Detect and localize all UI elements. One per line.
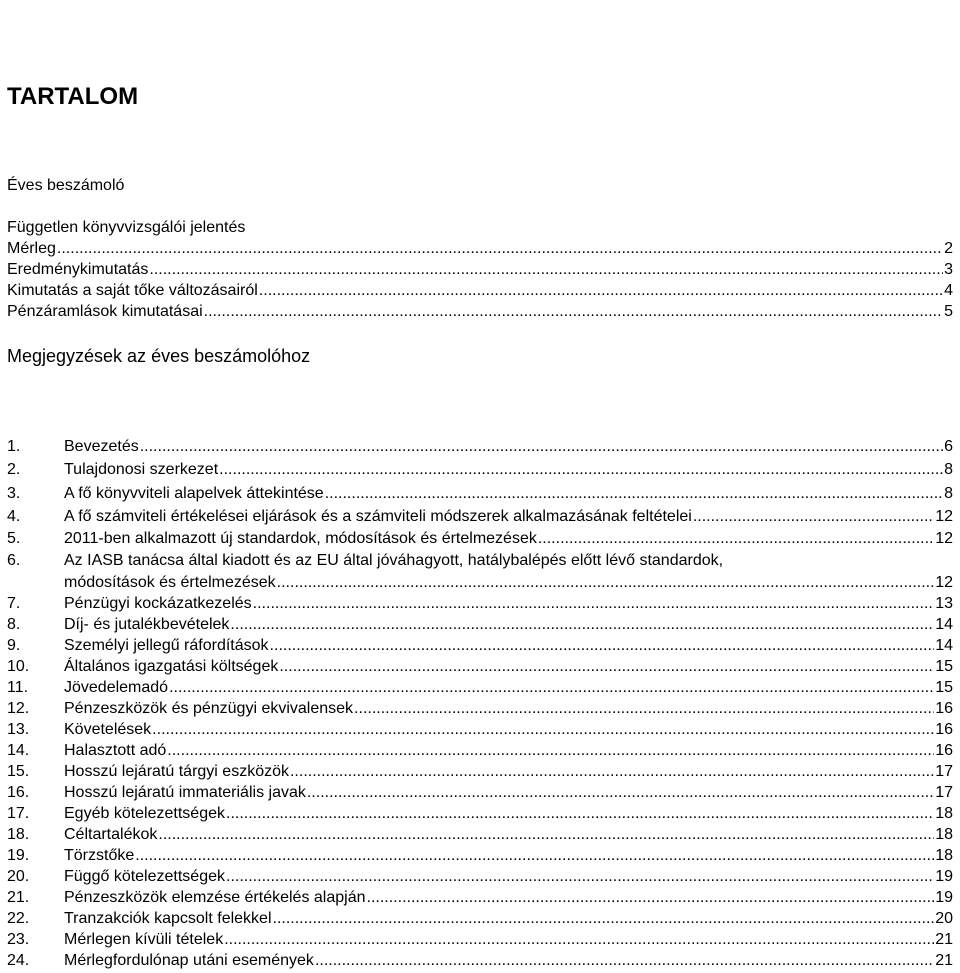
- toc-entry-note: [7, 888, 953, 908]
- toc-page-number: 17: [935, 763, 953, 780]
- toc-entry-label: Eredménykimutatás: [7, 261, 149, 278]
- dot-leader: [152, 720, 934, 740]
- note-number: 22.: [7, 910, 30, 927]
- note-number: 4.: [7, 508, 21, 525]
- note-number: 3.: [7, 485, 21, 502]
- toc-entry-statement: [7, 302, 953, 322]
- dot-leader: [290, 762, 934, 782]
- toc-entry-label: A fő könyvviteli alapelvek áttekintése: [64, 485, 324, 502]
- toc-page-number: 12: [935, 574, 953, 591]
- note-number: 2.: [7, 461, 21, 478]
- note-number: 14.: [7, 742, 30, 759]
- toc-page-number: 5: [944, 303, 953, 320]
- toc-entry-label: 2011-ben alkalmazott új standardok, módosítások és értelmezések: [64, 530, 537, 547]
- dot-leader: [226, 804, 934, 824]
- page-title: TARTALOM: [7, 83, 139, 110]
- toc-entry-note: [7, 529, 953, 549]
- toc-entry-note: [7, 867, 953, 887]
- note-number: 19.: [7, 847, 30, 864]
- dot-leader: [149, 260, 943, 280]
- toc-page-number: 19: [935, 868, 953, 885]
- toc-entry-note: [7, 804, 953, 824]
- toc-page-number: 20: [935, 910, 953, 927]
- dot-leader: [367, 888, 935, 908]
- toc-page-number: 2: [944, 240, 953, 257]
- toc-entry-label: Az IASB tanácsa által kiadott és az EU által jóváhagyott, hatálybalépés előtt lévő standardok,: [64, 552, 724, 569]
- note-number: 20.: [7, 868, 30, 885]
- dot-leader: [354, 699, 934, 719]
- toc-entry-label: Jövedelemadó: [64, 679, 169, 696]
- toc-entry-note: [7, 460, 953, 480]
- dot-leader: [226, 867, 934, 887]
- note-number: 18.: [7, 826, 30, 843]
- toc-entry-note: [7, 846, 953, 866]
- toc-entry-label: Pénzeszközök elemzése értékelés alapján: [64, 889, 366, 906]
- note-number: 8.: [7, 616, 21, 633]
- toc-page-number: 16: [935, 700, 953, 717]
- toc-page-number: 14: [935, 637, 953, 654]
- dot-leader: [219, 460, 943, 480]
- toc-page-number: 21: [935, 931, 953, 948]
- note-number: 15.: [7, 763, 30, 780]
- toc-entry-statement: [7, 260, 953, 280]
- toc-entry-note: [7, 930, 953, 950]
- toc-entry-label: Követelések: [64, 721, 152, 738]
- toc-page-number: 4: [944, 282, 953, 299]
- toc-page-number: 13: [935, 595, 953, 612]
- toc-entry-label: Pénzeszközök és pénzügyi ekvivalensek: [64, 700, 354, 717]
- toc-page-number: 12: [935, 508, 953, 525]
- toc-entry-label: Általános igazgatási költségek: [64, 658, 279, 675]
- toc-entry-label: Pénzáramlások kimutatásai: [7, 303, 203, 320]
- toc-page-number: 16: [935, 742, 953, 759]
- note-number: 11.: [7, 679, 29, 696]
- dot-leader: [277, 573, 935, 593]
- note-number: 7.: [7, 595, 21, 612]
- notes-heading: Megjegyzések az éves beszámolóhoz: [7, 346, 311, 366]
- toc-page-number: 8: [944, 485, 953, 502]
- toc-entry-note: [7, 594, 953, 614]
- toc-entry-label: Kimutatás a saját tőke változásairól: [7, 282, 258, 299]
- toc-entry-label: Hosszú lejáratú tárgyi eszközök: [64, 763, 289, 780]
- dot-leader: [270, 636, 935, 656]
- toc-entry-label: Halasztott adó: [64, 742, 167, 759]
- dot-leader: [693, 507, 934, 527]
- toc-entry-statement: [7, 239, 953, 259]
- dot-leader: [259, 281, 943, 301]
- dot-leader: [224, 930, 934, 950]
- toc-page-number: 8: [944, 461, 953, 478]
- toc-entry-label: Pénzügyi kockázatkezelés: [64, 595, 252, 612]
- toc-page-number: 17: [935, 784, 953, 801]
- toc-entry-statement: [7, 281, 953, 301]
- toc-entry-label: Mérlegen kívüli tételek: [64, 931, 224, 948]
- note-number: 24.: [7, 952, 30, 969]
- toc-entry-label: Hosszú lejáratú immateriális javak: [64, 784, 306, 801]
- toc-entry-label: Mérlegfordulónap utáni események: [64, 952, 314, 969]
- toc-page-number: 19: [935, 889, 953, 906]
- note-number: 5.: [7, 530, 21, 547]
- toc-entry-note: [7, 720, 953, 740]
- toc-page-number: 15: [935, 658, 953, 675]
- dot-leader: [135, 846, 934, 866]
- toc-entry-label: Törzstőke: [64, 847, 135, 864]
- note-number: 10.: [7, 658, 30, 675]
- toc-entry-note-continuation: [64, 573, 953, 593]
- toc-entry-note: [7, 783, 953, 803]
- toc-page-number: 21: [935, 952, 953, 969]
- dot-leader: [204, 302, 943, 322]
- dot-leader: [325, 484, 943, 504]
- note-number: 12.: [7, 700, 30, 717]
- dot-leader: [253, 594, 935, 614]
- dot-leader: [167, 741, 934, 761]
- toc-entry-label: Egyéb kötelezettségek: [64, 805, 225, 822]
- toc-entry-note: [7, 437, 953, 457]
- dot-leader: [140, 437, 943, 457]
- toc-entry-label: Díj- és jutalékbevételek: [64, 616, 230, 633]
- toc-entry-note: [7, 741, 953, 761]
- toc-page-number: 16: [935, 721, 953, 738]
- toc-entry-label: A fő számviteli értékelései eljárások és a számviteli módszerek alkalmazásának feltételei: [64, 508, 692, 525]
- toc-entry-label: Függő kötelezettségek: [64, 868, 225, 885]
- toc-page-number: 3: [944, 261, 953, 278]
- dot-leader: [57, 239, 943, 259]
- toc-entry-note: [7, 636, 953, 656]
- toc-page-number: 18: [935, 847, 953, 864]
- note-number: 23.: [7, 931, 30, 948]
- annual-report-heading: Éves beszámoló: [7, 177, 125, 194]
- toc-entry-note: [7, 657, 953, 677]
- note-number: 13.: [7, 721, 30, 738]
- dot-leader: [158, 825, 934, 845]
- note-number: 1.: [7, 438, 21, 455]
- toc-entry-label: Tranzakciók kapcsolt felekkel: [64, 910, 272, 927]
- note-number: 6.: [7, 552, 21, 569]
- toc-entry-note: [7, 484, 953, 504]
- toc-entry-note: [7, 762, 953, 782]
- toc-page-number: 18: [935, 805, 953, 822]
- toc-entry-note-first-line: [7, 551, 953, 571]
- toc-page-number: 18: [935, 826, 953, 843]
- toc-entry-note: [7, 678, 953, 698]
- toc-page-number: 15: [935, 679, 953, 696]
- dot-leader: [307, 783, 934, 803]
- note-number: 9.: [7, 637, 21, 654]
- toc-page-number: 12: [935, 530, 953, 547]
- dot-leader: [538, 529, 934, 549]
- auditor-report-entry: Független könyvvizsgálói jelentés: [7, 219, 246, 236]
- dot-leader: [169, 678, 934, 698]
- dot-leader: [230, 615, 934, 635]
- note-number: 16.: [7, 784, 30, 801]
- toc-entry-label-continuation: módosítások és értelmezések: [64, 574, 276, 591]
- toc-entry-note: [7, 825, 953, 845]
- toc-entry-note: [7, 699, 953, 719]
- toc-entry-label: Bevezetés: [64, 438, 139, 455]
- toc-entry-note: [7, 951, 953, 971]
- toc-page-number: 6: [944, 438, 953, 455]
- toc-entry-note: [7, 909, 953, 929]
- toc-entry-label: Céltartalékok: [64, 826, 158, 843]
- note-number: 17.: [7, 805, 30, 822]
- dot-leader: [279, 657, 934, 677]
- dot-leader: [273, 909, 935, 929]
- toc-entry-label: Személyi jellegű ráfordítások: [64, 637, 269, 654]
- toc-entry-label: Tulajdonosi szerkezet: [64, 461, 219, 478]
- dot-leader: [315, 951, 934, 971]
- toc-page-number: 14: [935, 616, 953, 633]
- toc-entry-label: Mérleg: [7, 240, 56, 257]
- toc-entry-note: [7, 507, 953, 527]
- note-number: 21.: [7, 889, 30, 906]
- toc-entry-note: [7, 615, 953, 635]
